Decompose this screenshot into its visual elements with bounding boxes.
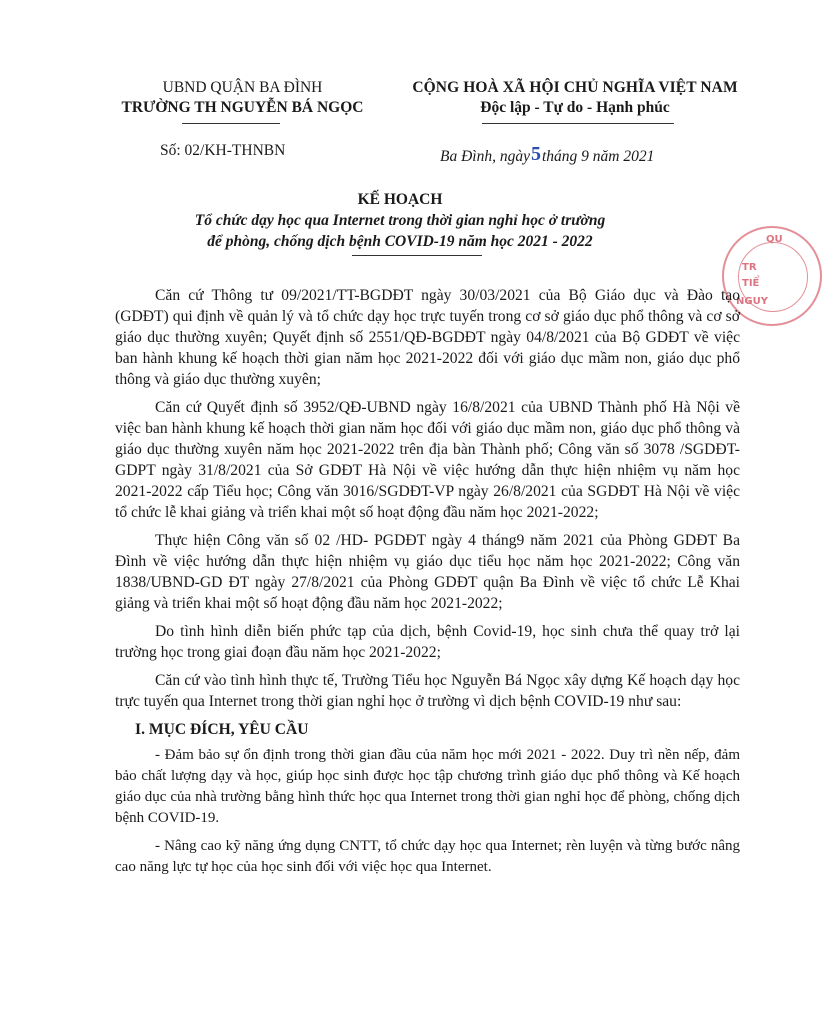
stamp-text-2: TR bbox=[742, 262, 757, 273]
title-line-2: Tổ chức dạy học qua Internet trong thời gian nghỉ học ở trường bbox=[194, 212, 606, 229]
document-date bbox=[440, 144, 654, 167]
title-underline bbox=[352, 255, 482, 256]
org-line-2: TRƯỜNG TH NGUYỄN BÁ NGỌC bbox=[121, 99, 364, 116]
paragraph-legal-basis-2: Căn cứ Quyết định số 3952/QĐ-UBND ngày 16/8/2021 của UBND Thành phố Hà Nội về việc ban hành khung kế hoạch thời gian năm học đối với giáo dục mầm non, giáo dục phổ thông và giáo dục thường xuyên năm học 2021-2022 trên địa bàn Thành phố; Công văn số 3078 /SGDĐT-GDPT ngày 31/8/2021 của Sở GDĐT Hà Nội về việc hướng dẫn thực hiện nhiệm vụ năm học 2021-2022 cấp Tiểu học; Công văn 3016/SGDĐT-VP ngày 26/8/2021 của SGDĐT Hà Nội về việc tổ chức lễ khai giảng và triển khai một số hoạt động đầu năm học 2021-2022; bbox=[115, 399, 740, 521]
title-line-3: để phòng, chống dịch bệnh COVID-19 năm học 2021 - 2022 bbox=[207, 233, 593, 250]
bullet-purpose-1: - Đảm bảo sự ổn định trong thời gian đầu của năm học mới 2021 - 2022. Duy trì nền nếp, đảm bảo chất lượng dạy và học, giúp học sinh được học tập chương trình giáo dục phổ thông và Kế hoạch giáo dục của nhà trường bằng hình thức học qua Internet trong thời gian nghỉ học để phòng, chống dịch bệnh COVID-19. bbox=[115, 747, 740, 826]
paragraph-plan-intro: Căn cứ vào tình hình thực tế, Trường Tiểu học Nguyễn Bá Ngọc xây dựng Kế hoạch dạy học trực tuyến qua Internet trong thời gian nghỉ học ở trường vì dịch bệnh COVID-19 như sau: bbox=[115, 672, 740, 710]
stamp-text-1: QU bbox=[766, 234, 783, 245]
nation-line-2: Độc lập - Tự do - Hạnh phúc bbox=[480, 99, 670, 116]
date-suffix: tháng 9 năm 2021 bbox=[541, 148, 655, 165]
document-body bbox=[115, 285, 740, 885]
bullet-purpose-2: - Nâng cao kỹ năng ứng dụng CNTT, tổ chức dạy học qua Internet; rèn luyện và từng bước nâng cao năng lực tự học của học sinh đối với việc học qua Internet. bbox=[115, 838, 740, 875]
document-title bbox=[120, 190, 680, 252]
paragraph-legal-basis-1: Căn cứ Thông tư 09/2021/TT-BGDĐT ngày 30/03/2021 của Bộ Giáo dục và Đào tạo (GDĐT) qui định về quản lý và tổ chức dạy học trực tuyến trong cơ sở giáo dục phổ thông và cơ sở giáo dục thường xuyên; Quyết định số 2551/QĐ-BGDĐT ngày 04/8/2021 của Bộ GDĐT về việc ban hành khung kế hoạch thời gian năm học 2021-2022 đối với giáo dục mầm non, giáo dục phổ thông và giáo dục thường xuyên; bbox=[115, 287, 740, 388]
motto-underline bbox=[482, 123, 674, 124]
issuing-organization bbox=[100, 78, 385, 118]
stamp-text-4: NGUY bbox=[736, 296, 768, 307]
org-line-1: UBND QUẬN BA ĐÌNH bbox=[162, 79, 323, 96]
date-prefix: Ba Đình, ngày bbox=[440, 148, 530, 165]
org-underline bbox=[182, 123, 280, 124]
section-heading-purpose: I. MỤC ĐÍCH, YÊU CẦU bbox=[135, 721, 309, 738]
paragraph-situation: Do tình hình diễn biến phức tạp của dịch, bệnh Covid-19, học sinh chưa thể quay trở lại trường học trong giai đoạn đầu năm học 2021-2022; bbox=[115, 623, 740, 661]
document-number: Số: 02/KH-THNBN bbox=[160, 142, 286, 159]
national-motto bbox=[385, 78, 765, 118]
date-day-handwritten: 5 bbox=[530, 143, 541, 165]
paragraph-implementation: Thực hiện Công văn số 02 /HD- PGDĐT ngày 4 tháng9 năm 2021 của Phòng GDĐT Ba Đình về việc hướng dẫn thực hiện nhiệm vụ giáo dục tiểu học năm học 2021-2022; Công văn 1838/UBND-GD ĐT ngày 27/8/2021 của Phòng GDĐT quận Ba Đình về việc tổ chức Lễ Khai giảng và triển khai một số hoạt động đầu năm học 2021-2022; bbox=[115, 532, 740, 612]
nation-line-1: CỘNG HOÀ XÃ HỘI CHỦ NGHĨA VIỆT NAM bbox=[412, 79, 738, 96]
stamp-text-3: TIỂ bbox=[742, 278, 760, 289]
title-line-1: KẾ HOẠCH bbox=[357, 191, 443, 208]
